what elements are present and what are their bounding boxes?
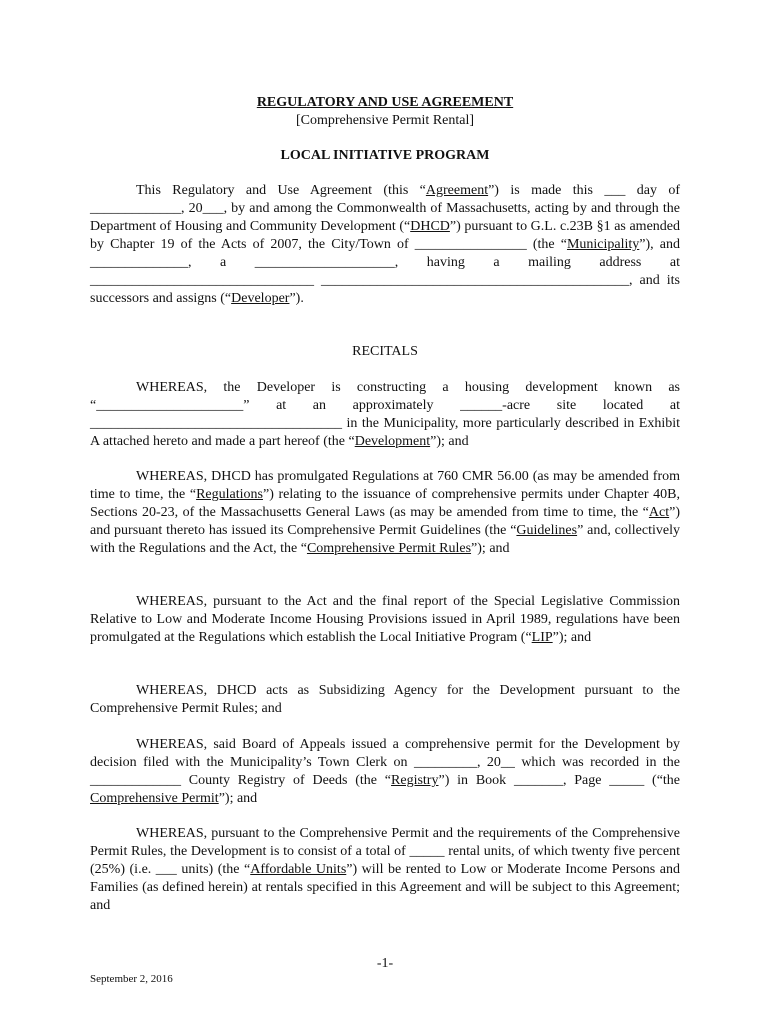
whereas-2-text-3: ”) and pursuant thereto has issued its Comprehensive Permit Guidelines (the “ xyxy=(90,505,680,538)
whereas-paragraph-2 xyxy=(90,468,680,558)
intro-text-1: This Regulatory and Use Agreement (this “ xyxy=(136,183,426,198)
whereas-1-text-1: WHEREAS, the Developer is constructing a housing development known as “_____________________” at an approximately ______-acre site located at ____________________________________ in the Municipality, more particularly described in Exhibit A attached hereto and made a part hereof (the “ xyxy=(90,380,680,449)
intro-text-3: ”) pursuant to G.L. c.23B §1 as amended by Chapter 19 of the Acts of 2007, the City/Town of ________________ (the “ xyxy=(90,219,680,252)
whereas-2-text-2: ”) relating to the issuance of comprehensive permits under Chapter 40B, Sections 20-23, of the Massachusetts General Laws (as may be amended from time to time, the “ xyxy=(90,487,680,520)
whereas-1-text-2: ”); and xyxy=(430,434,469,449)
defined-term-lip: LIP xyxy=(531,630,553,645)
whereas-paragraph-4: WHEREAS, DHCD acts as Subsidizing Agency for the Development pursuant to the Comprehensive Permit Rules; and xyxy=(90,683,680,716)
whereas-2-text-5: ”); and xyxy=(471,541,510,556)
intro-text-4: ”), and ______________, a ____________________, having a mailing address at ________________________________ ____________________________________________, and its successors and assigns (“ xyxy=(90,237,680,306)
whereas-3-text-2: ”); and xyxy=(552,630,592,645)
whereas-3-text-1: WHEREAS, pursuant to the Act and the final report of the Special Legislative Commission Relative to Low and Moderate Income Housing Provisions issued in April 1989, regulations have been promulgated at the Regulations which establish the Local Initiative Program (“ xyxy=(90,594,680,645)
defined-term-municipality: Municipality xyxy=(566,237,640,252)
whereas-paragraph-3 xyxy=(90,593,680,647)
document-title: REGULATORY AND USE AGREEMENT xyxy=(256,95,514,110)
whereas-paragraph-5 xyxy=(90,736,680,808)
defined-term-development: Development xyxy=(354,434,431,449)
whereas-5-text-2: ”) in Book _______, Page _____ (“the xyxy=(438,773,681,788)
whereas-5-text-3: ”); and xyxy=(218,791,258,806)
defined-term-act: Act xyxy=(648,505,670,520)
whereas-2-text-4: ” and, collectively with the Regulations and the Act, the “ xyxy=(90,523,680,556)
intro-paragraph xyxy=(90,182,680,308)
whereas-5-text-1: WHEREAS, said Board of Appeals issued a comprehensive permit for the Development by decision filed with the Municipality’s Town Clerk on _________, 20__ which was recorded in the _____________ County Registry of Deeds (the “ xyxy=(90,737,680,788)
document-subtitle: [Comprehensive Permit Rental] xyxy=(295,113,475,128)
program-heading: LOCAL INITIATIVE PROGRAM xyxy=(280,148,490,163)
defined-term-registry: Registry xyxy=(391,773,439,788)
defined-term-regulations: Regulations xyxy=(196,487,263,502)
whereas-6-text-2: ”) will be rented to Low or Moderate Income Persons and Families (as defined herein) at rentals specified in this Agreement and will be subject to this Agreement; and xyxy=(90,862,680,913)
whereas-2-text-1: WHEREAS, DHCD has promulgated Regulations at 760 CMR 56.00 (as may be amended from time to time, the “ xyxy=(90,469,680,502)
defined-term-guidelines: Guidelines xyxy=(516,523,578,538)
defined-term-agreement: Agreement xyxy=(425,183,489,198)
footer-date: September 2, 2016 xyxy=(90,973,173,985)
intro-text-5: ”). xyxy=(289,291,304,306)
defined-term-dhcd: DHCD xyxy=(410,219,450,234)
whereas-6-text-1: WHEREAS, pursuant to the Comprehensive Permit and the requirements of the Comprehensive Permit Rules, the Development is to consist of a total of _____ rental units, of which twenty five percent (25%) (i.e. ___ units) (the “ xyxy=(90,826,680,877)
whereas-paragraph-6 xyxy=(90,825,680,915)
page-number: -1- xyxy=(376,956,394,971)
defined-term-affordable-units: Affordable Units xyxy=(250,862,347,877)
defined-term-developer: Developer xyxy=(231,291,290,306)
intro-text-2: ”) is made this ___ day of _____________, 20___, by and among the Commonwealth of Massachusetts, acting by and through the Department of Housing and Community Development (“ xyxy=(90,183,681,234)
defined-term-permit-rules: Comprehensive Permit Rules xyxy=(306,541,472,556)
whereas-paragraph-1 xyxy=(90,379,680,451)
defined-term-comprehensive-permit: Comprehensive Permit xyxy=(90,791,219,806)
recitals-heading: RECITALS xyxy=(352,344,418,359)
